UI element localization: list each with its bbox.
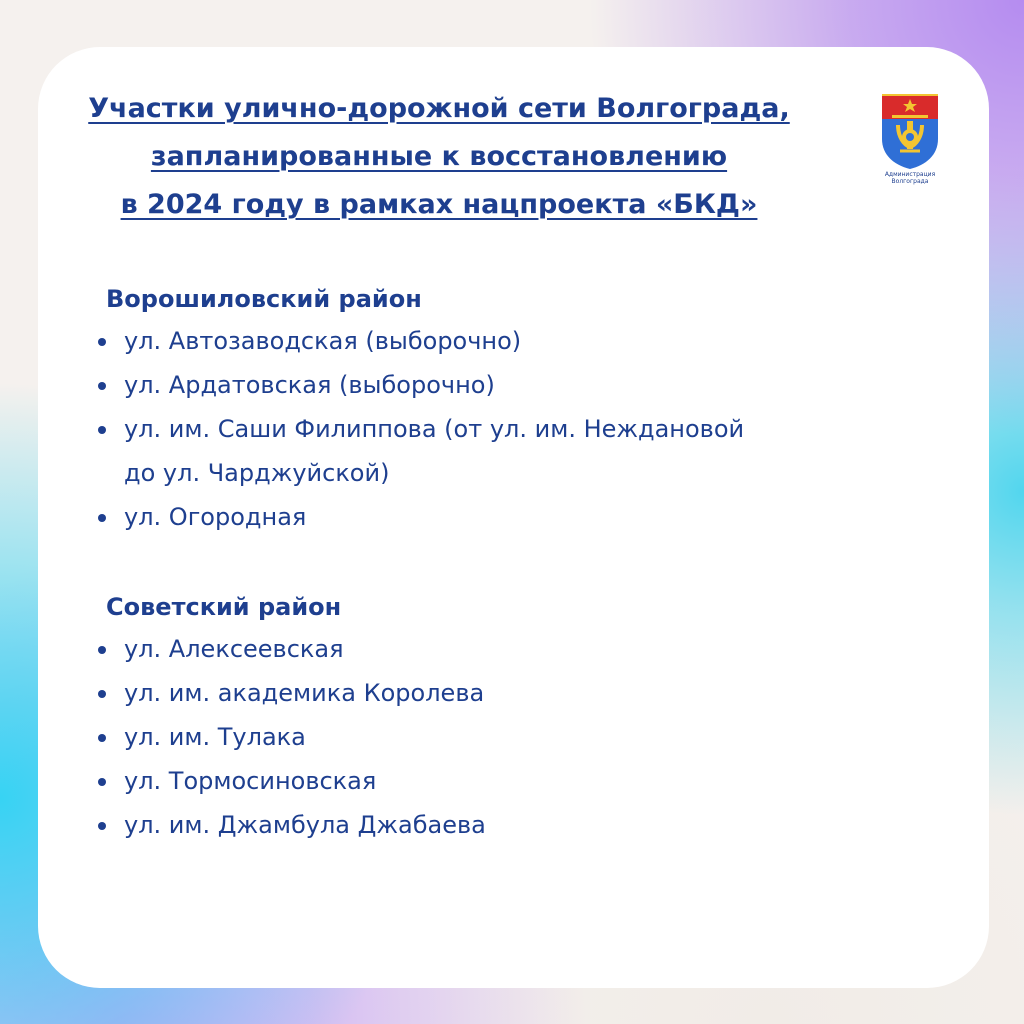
- title-line: Участки улично-дорожной сети Волгограда,: [88, 93, 790, 124]
- bullet-icon: [98, 514, 106, 522]
- list-item: [106, 407, 926, 495]
- list-item: [106, 627, 926, 671]
- emblem-caption: Администрация: [884, 171, 936, 178]
- street-list: [106, 627, 926, 847]
- list-item: [106, 363, 926, 407]
- emblem-caption: Волгограда: [891, 178, 929, 185]
- bullet-icon: [98, 646, 106, 654]
- district-title: Ворошиловский район: [106, 285, 422, 313]
- street-name: ул. Автозаводская (выборочно): [124, 327, 522, 355]
- page-title: [38, 85, 840, 229]
- street-name: ул. им. Тулака: [124, 723, 306, 751]
- street-name: ул. им. академика Королева: [124, 679, 485, 707]
- district-voroshilovsky: [106, 279, 926, 539]
- title-line: в 2024 году в рамках нацпроекта «БКД»: [120, 189, 758, 220]
- volgograd-coat-of-arms-icon: [876, 91, 944, 171]
- list-item: [106, 715, 926, 759]
- bullet-icon: [98, 822, 106, 830]
- street-name: ул. им. Саши Филиппова (от ул. им. Неждановой: [124, 415, 745, 443]
- district-title: Советский район: [106, 593, 342, 621]
- bullet-icon: [98, 778, 106, 786]
- street-name: ул. Алексеевская: [124, 635, 344, 663]
- list-item: [106, 319, 926, 363]
- bullet-icon: [98, 690, 106, 698]
- bullet-icon: [98, 338, 106, 346]
- bullet-icon: [98, 734, 106, 742]
- list-item: [106, 671, 926, 715]
- street-name: ул. Тормосиновская: [124, 767, 377, 795]
- bullet-icon: [98, 426, 106, 434]
- bullet-icon: [98, 382, 106, 390]
- title-line: запланированные к восстановлению: [150, 141, 728, 172]
- district-sovetsky: [106, 587, 926, 847]
- list-item: [106, 495, 926, 539]
- emblem: [876, 91, 944, 187]
- street-name: ул. Ардатовская (выборочно): [124, 371, 495, 399]
- street-name: ул. им. Джамбула Джабаева: [124, 811, 486, 839]
- content-card: [38, 47, 989, 988]
- street-name-continuation: до ул. Чарджуйской): [124, 459, 390, 487]
- list-item: [106, 803, 926, 847]
- street-name: ул. Огородная: [124, 503, 307, 531]
- street-list: [106, 319, 926, 539]
- list-item: [106, 759, 926, 803]
